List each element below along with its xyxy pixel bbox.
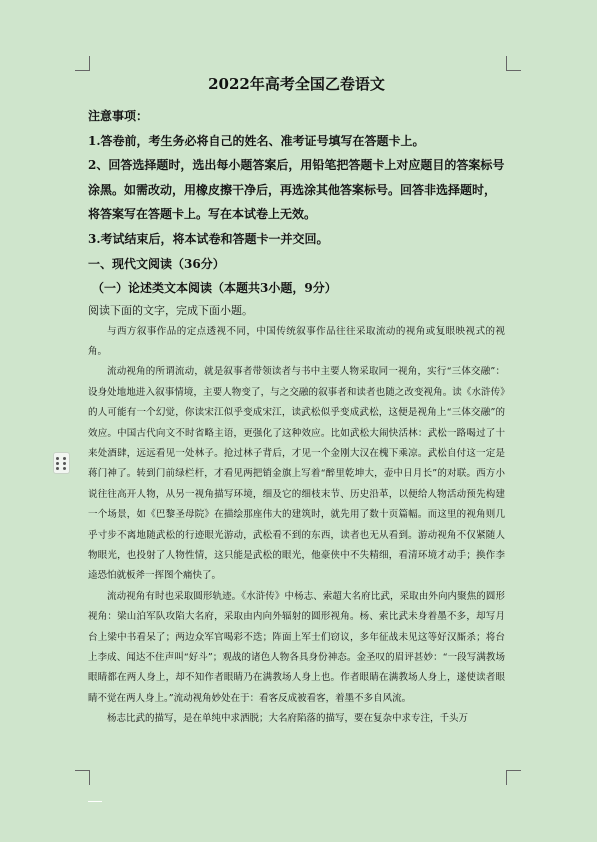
notes-item-3: 3.考试结束后，将本试卷和答题卡一并交回。 [88, 231, 329, 246]
subsection-heading: （一）论述类文本阅读（本题共3小题，9分） [92, 280, 337, 295]
notes-item-1: 1.答卷前，考生务必将自己的姓名、准考证号填写在答题卡上。 [88, 133, 425, 148]
notes-block [88, 104, 505, 252]
reading-instruction: 阅读下面的文字，完成下面小题。 [88, 303, 253, 317]
article-paragraph-1: 与西方叙事作品的定点透视不同，中国传统叙事作品往往采取流动的视角或复眼映视式的视角。 [88, 325, 505, 357]
margin-mark-bottom-left [75, 770, 90, 785]
document-page [88, 70, 505, 730]
article-paragraph-2: 流动视角的所谓流动，就是叙事者带领读者与书中主要人物采取同一视角，实行“三体交融”：设身处地地进入叙事情境，主要人物变了，与之交融的叙事者和读者也随之改变视角。读《水浒传》的人可能有一个幻觉，你读宋江似乎变成宋江，读武松似乎变成武松，这便是视角上“三体交融”的效应。中国古代向文不时省略主语，更强化了这种效应。比如武松大闹快活林：武松一路喝过了十来处酒肆，远远看见一处林子。抢过林子背后，才见一个金刚大汉在槐下乘凉。武松自付这一定是蒋门神了。转到门前绿栏杆，才看见两把销金旗上写着“醉里乾坤大，壶中日月长”的对联。西方小说往往高开人物，从另一视角描写环境，细及它的细枝末节、历史沿革，以便给人物活动预先构建一个场景，如《巴黎圣母院》在描绘那座伟大的建筑时，就先用了数十页篇幅。而这里的视角则几乎寸步不离地随武松的行迹眼光游动，武松看不到的东西，读者也无从看到。游动视角不仅紧随人物眼光，也投射了人物性情，这只能是武松的眼光，他豪侠中不失精细，看清环境才动手；换作李逵恐怕就板斧一挥图个痛快了。 [88, 366, 505, 582]
notes-heading: 注意事项： [88, 109, 149, 123]
notes-item-2: 2、回答选择题时，选出每小题答案后，用铅笔把答题卡上对应题目的答案标号涂黑。如需改动，用橡皮擦干净后，再选涂其他答案标号。回答非选择题时，将答案写在答题卡上。写在本试卷上无效。 [88, 158, 505, 222]
article-paragraph-3: 流动视角有时也采取圆形轨迹。《水浒传》中杨志、索超大名府比武，采取由外向内聚焦的圆形视角：梁山泊军队攻陷大名府，采取由内向外辐射的圆形视角。杨、索比武未身着墨不多，却写月台上梁中书看呆了；两边众军官喝彩不迭；阵面上军士们窃议，多年征战未见这等好汉厮杀；将台上李成、闻达不住声叫“好斗”；观战的诸色人物各具身份神态。金圣叹的眉评甚妙：“一段写满教场眼睛都在两人身上，却不知作者眼睛乃在满教场人身上也。作者眼睛在满教场人身上，遂使读者眼睛不觉在两人身上。”流动视角妙处在于：看客反成被看客，着墨不多自风流。 [88, 590, 505, 704]
section-heading: 一、现代文阅读（36分） [88, 256, 225, 271]
margin-mark-top-right [506, 56, 521, 71]
footer-marker [88, 801, 102, 802]
drag-handle-icon[interactable] [53, 452, 70, 474]
margin-mark-bottom-right [506, 770, 521, 785]
margin-mark-top-left [75, 56, 90, 71]
article-paragraph-4: 杨志比武的描写，是在单纯中求洒脱；大名府陷落的描写，要在复杂中求专注，千头万 [107, 713, 469, 725]
document-title: 2022年高考全国乙卷语文 [208, 75, 385, 93]
article-body [88, 322, 505, 730]
